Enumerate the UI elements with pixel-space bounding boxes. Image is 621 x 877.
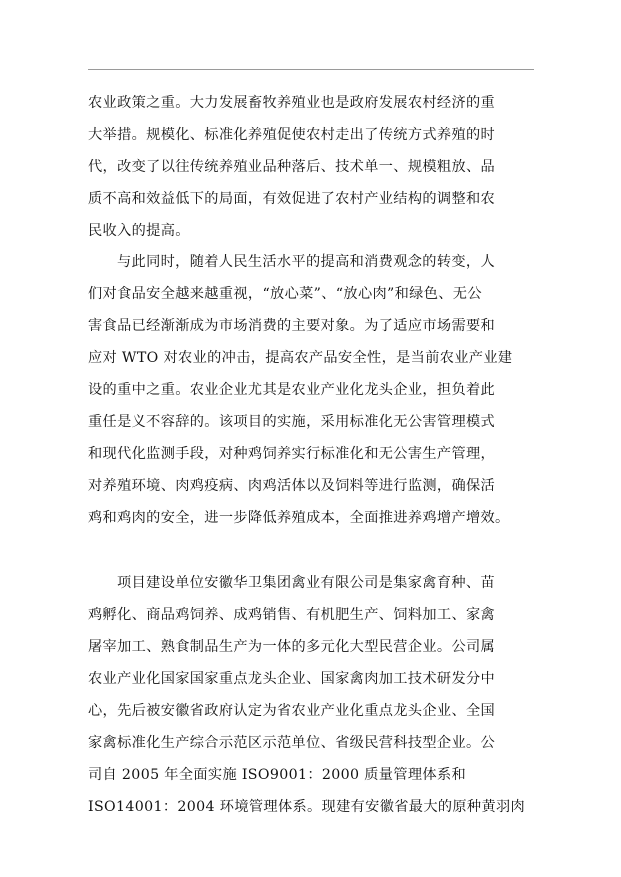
text-line: 质不高和效益低下的局面，有效促进了农村产业结构的调整和农 [88,191,496,207]
text-line: 和现代化监测手段，对种鸡饲养实行标准化和无公害生产管理， [88,446,496,462]
text-line: 家禽标准化生产综合示范区示范单位、省级民营科技型企业。公 [88,735,496,751]
text-line: 民收入的提高。 [88,223,190,239]
text-line: 们对食品安全越来越重视，“放心菜”、“放心肉”和绿色、无公 [88,286,482,302]
text-line: 项目建设单位安徽华卫集团禽业有限公司是集家禽育种、苗 [117,575,495,591]
text-line: 屠宰加工、熟食制品生产为一体的多元化大型民营企业。公司属 [88,639,496,655]
text-line: 应对 WTO 对农业的冲击，提高农产品安全性，是当前农业产业建 [88,350,513,366]
text-line: 心，先后被安徽省政府认定为省农业产业化重点龙头企业、全国 [88,703,496,719]
text-line: 害食品已经渐渐成为市场消费的主要对象。为了适应市场需要和 [88,318,496,334]
text-line: 与此同时，随着人民生活水平的提高和消费观念的转变，人 [117,254,495,270]
text-line: 大举措。规模化、标准化养殖促使农村走出了传统方式养殖的时 [88,127,496,143]
text-line: 农业政策之重。大力发展畜牧养殖业也是政府发展农村经济的重 [88,95,496,111]
text-line: 农业产业化国家国家重点龙头企业、国家禽肉加工技术研发分中 [88,671,496,687]
text-line: 对养殖环境、肉鸡疫病、肉鸡活体以及饲料等进行监测，确保活 [88,478,496,494]
text-line: 鸡和鸡肉的安全，进一步降低养殖成本，全面推进养鸡增产增效。 [88,510,510,526]
text-line: 司自 2005 年全面实施 ISO9001：2000 质量管理体系和 [88,767,467,783]
text-line: 代，改变了以往传统养殖业品种落后、技术单一、规模粗放、品 [88,159,496,175]
text-line: 鸡孵化、商品鸡饲养、成鸡销售、有机肥生产、饲料加工、家禽 [88,607,496,623]
text-line: 设的重中之重。农业企业尤其是农业产业化龙头企业，担负着此 [88,382,496,398]
text-line: 重任是义不容辞的。该项目的实施，采用标准化无公害管理模式 [88,414,496,430]
header-rule [88,69,534,70]
text-line: ISO14001：2004 环境管理体系。现建有安徽省最大的原种黄羽肉 [88,799,526,815]
